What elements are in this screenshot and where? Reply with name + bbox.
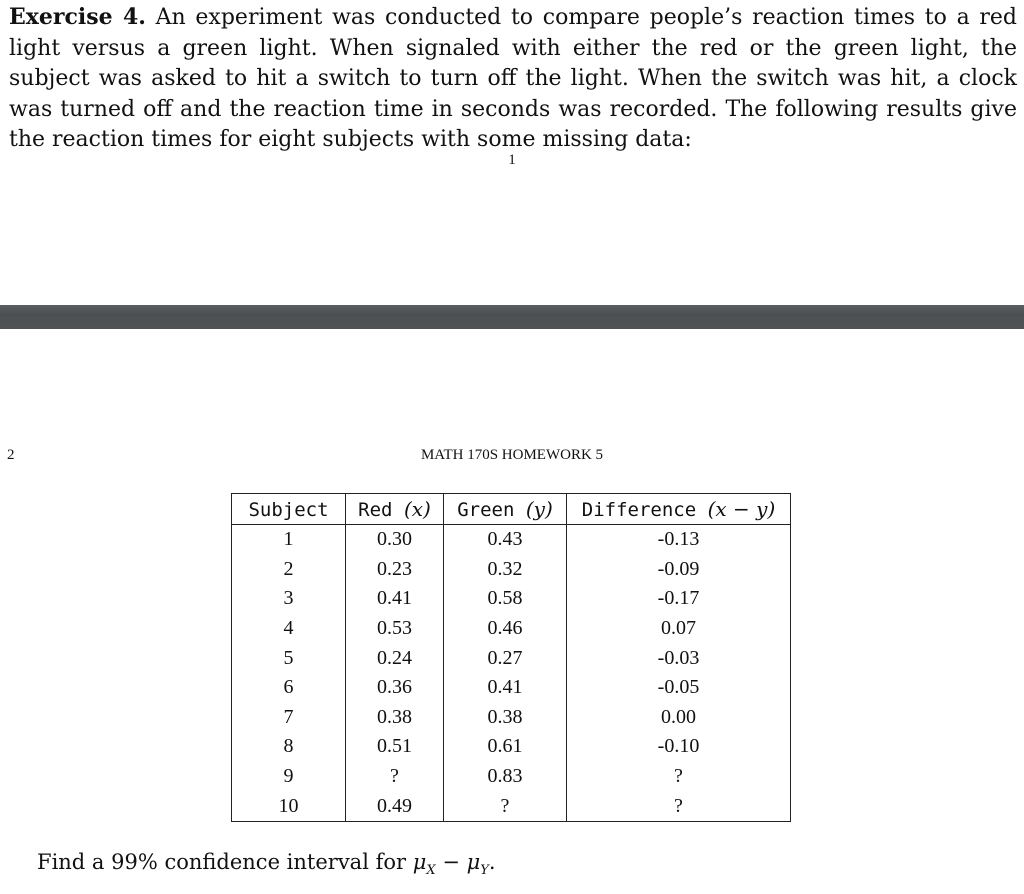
cell-subject: 9 xyxy=(232,762,346,792)
cell-subject: 8 xyxy=(232,732,346,762)
cell-difference: ? xyxy=(567,762,791,792)
cell-red: ? xyxy=(346,762,444,792)
cell-red: 0.24 xyxy=(346,643,444,673)
exercise-text: An experiment was conducted to compare people’s reaction times to a red light versus a green light. When signaled with either the red or the green light, the subject was asked to hit a switch to turn off the light. When the switch was hit, a clock was turned off and the reaction time in seconds was recorded. The following results give the reaction times for eight subjects with some missing data: xyxy=(9,5,1017,152)
cell-subject: 2 xyxy=(232,555,346,585)
cell-red: 0.36 xyxy=(346,673,444,703)
cell-green: 0.41 xyxy=(444,673,567,703)
page-number: 1 xyxy=(508,152,516,168)
cell-difference: 0.07 xyxy=(567,614,791,644)
cell-green: 0.27 xyxy=(444,643,567,673)
table-row xyxy=(232,732,791,762)
cell-difference: -0.13 xyxy=(567,525,791,555)
cell-difference: ? xyxy=(567,791,791,821)
cell-red: 0.49 xyxy=(346,791,444,821)
cell-red: 0.41 xyxy=(346,584,444,614)
reaction-time-table xyxy=(231,493,791,822)
cell-subject: 1 xyxy=(232,525,346,555)
table-body xyxy=(232,525,791,822)
column-header-difference: Difference (x − y) xyxy=(567,494,791,525)
cell-green: 0.46 xyxy=(444,614,567,644)
cell-green: 0.61 xyxy=(444,732,567,762)
cell-difference: -0.09 xyxy=(567,555,791,585)
exercise-label: Exercise 4. xyxy=(9,4,146,30)
cell-difference: -0.03 xyxy=(567,643,791,673)
cell-difference: 0.00 xyxy=(567,703,791,733)
cell-green: 0.58 xyxy=(444,584,567,614)
column-header-red: Red (x) xyxy=(346,494,444,525)
cell-subject: 6 xyxy=(232,673,346,703)
cell-red: 0.23 xyxy=(346,555,444,585)
cell-red: 0.51 xyxy=(346,732,444,762)
page-divider xyxy=(0,305,1024,329)
table-row xyxy=(232,555,791,585)
cell-green: 0.83 xyxy=(444,762,567,792)
table-row xyxy=(232,762,791,792)
column-header-subject: Subject xyxy=(232,494,346,525)
question-text: Find a 99% confidence interval for $\mu_X - \mu_Y$. xyxy=(37,850,496,879)
cell-green: ? xyxy=(444,791,567,821)
cell-difference: -0.17 xyxy=(567,584,791,614)
table-row xyxy=(232,673,791,703)
table-row xyxy=(232,643,791,673)
table-row xyxy=(232,525,791,555)
cell-red: 0.38 xyxy=(346,703,444,733)
exercise-paragraph xyxy=(9,2,1017,156)
cell-green: 0.43 xyxy=(444,525,567,555)
cell-red: 0.53 xyxy=(346,614,444,644)
cell-green: 0.32 xyxy=(444,555,567,585)
page-number: 2 xyxy=(7,447,15,463)
table-header-row xyxy=(232,494,791,525)
cell-subject: 3 xyxy=(232,584,346,614)
cell-difference: -0.05 xyxy=(567,673,791,703)
cell-subject: 10 xyxy=(232,791,346,821)
table-row xyxy=(232,703,791,733)
cell-difference: -0.10 xyxy=(567,732,791,762)
cell-subject: 4 xyxy=(232,614,346,644)
column-header-green: Green (y) xyxy=(444,494,567,525)
cell-green: 0.38 xyxy=(444,703,567,733)
cell-subject: 5 xyxy=(232,643,346,673)
cell-red: 0.30 xyxy=(346,525,444,555)
table-row xyxy=(232,614,791,644)
running-head: MATH 170S HOMEWORK 5 xyxy=(420,447,604,463)
table-row xyxy=(232,584,791,614)
table-row xyxy=(232,791,791,821)
cell-subject: 7 xyxy=(232,703,346,733)
